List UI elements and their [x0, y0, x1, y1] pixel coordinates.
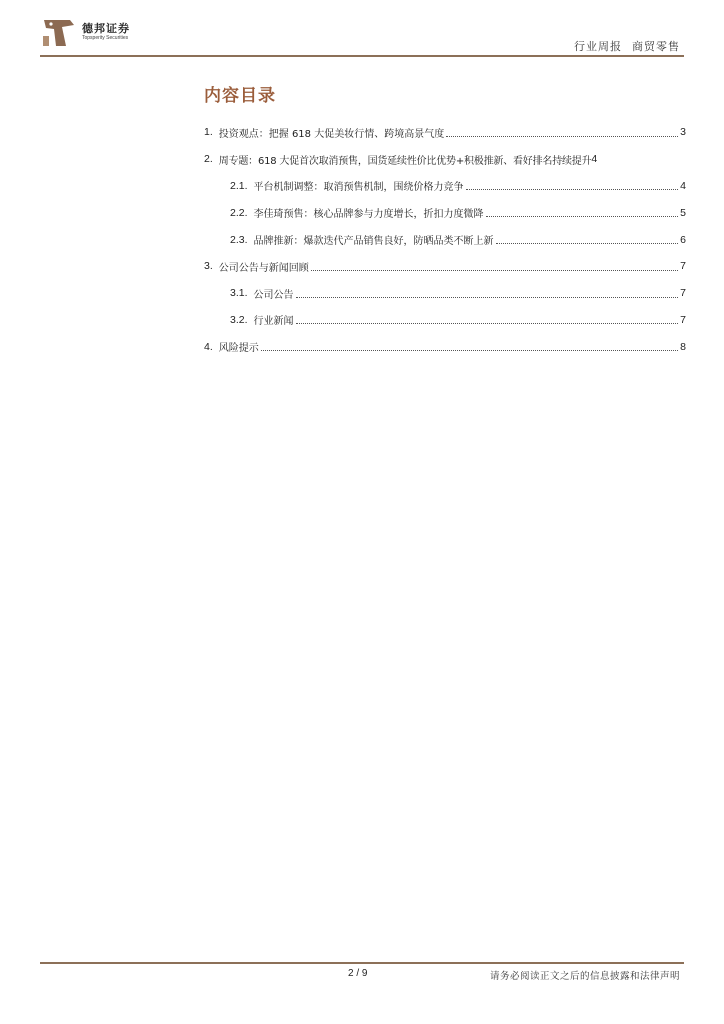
toc-entry-number: 3.2.	[230, 313, 248, 326]
toc-entry-page: 8	[680, 340, 686, 353]
toc-entry-page: 7	[680, 313, 686, 326]
toc-entry-number: 2.2.	[230, 206, 248, 219]
toc-entry[interactable]	[204, 119, 686, 146]
toc-entry-number: 2.3.	[230, 233, 248, 246]
toc-entry[interactable]	[204, 199, 686, 226]
toc-title: 内容目录	[204, 86, 276, 106]
toc-leader-dots	[486, 216, 679, 217]
toc-leader-dots	[466, 189, 679, 190]
toc-entry[interactable]	[204, 253, 686, 280]
toc-entry-page: 5	[680, 206, 686, 219]
toc-entry[interactable]	[204, 226, 686, 253]
toc-entry-number: 3.1.	[230, 287, 248, 300]
toc-entry-page: 4	[680, 179, 686, 192]
toc-entry-title: 行业新闻	[253, 316, 294, 328]
toc-entry-title: 平台机制调整：取消预售机制，围绕价格力竞争	[253, 182, 464, 194]
toc-entry-number: 1.	[204, 126, 213, 139]
toc-leader-dots	[296, 323, 679, 324]
brand-logo	[40, 16, 170, 50]
brand-name-cn: 德邦证券	[82, 23, 130, 35]
report-category	[574, 38, 680, 54]
report-type: 行业周报	[574, 40, 622, 53]
brand-logo-icon	[40, 16, 76, 50]
toc-entry[interactable]	[204, 333, 686, 360]
toc-entry[interactable]	[204, 146, 686, 173]
toc-entry-page: 7	[680, 260, 686, 273]
footer-disclaimer: 请务必阅读正文之后的信息披露和法律声明	[489, 971, 680, 982]
toc-leader-dots	[296, 297, 679, 298]
toc-entry-page: 6	[680, 233, 686, 246]
toc-entry-number: 3.	[204, 260, 213, 273]
toc-entry-title: 公司公告与新闻回顾	[218, 262, 309, 274]
footer-divider	[40, 962, 684, 964]
toc-entry-number: 4.	[204, 340, 213, 353]
page-header	[0, 0, 724, 60]
toc-entry-title: 风险提示	[218, 343, 259, 355]
toc-entry[interactable]	[204, 173, 686, 200]
toc-entry-page: 3	[680, 126, 686, 139]
toc-leader-dots	[311, 270, 678, 271]
toc-leader-dots	[446, 136, 678, 137]
page-indicator: 2 / 9	[348, 968, 368, 979]
toc-entry-number: 2.1.	[230, 179, 248, 192]
toc-entry-title: 李佳琦预售：核心品牌参与力度增长，折扣力度微降	[253, 209, 484, 221]
toc-entry-title: 投资观点：把握 618 大促美妆行情、跨境高景气度	[218, 128, 445, 140]
header-divider	[40, 55, 684, 57]
report-sector: 商贸零售	[632, 40, 680, 53]
toc-entry-number: 2.	[204, 153, 213, 166]
toc-entry[interactable]	[204, 280, 686, 307]
toc-entry-page: 7	[680, 287, 686, 300]
toc-entry-title: 周专题：618 大促首次取消预售，国货延续性价比优势+积极推新、看好排名持续提升	[218, 155, 592, 167]
toc-leader-dots	[496, 243, 679, 244]
toc-entry-title: 公司公告	[253, 289, 294, 301]
toc-entry[interactable]	[204, 307, 686, 334]
toc-entry-title: 品牌推新：爆款迭代产品销售良好，防晒品类不断上新	[253, 236, 494, 248]
brand-name-en: Topsperity Securities	[82, 35, 129, 41]
toc-leader-dots	[261, 350, 678, 351]
table-of-contents	[204, 119, 686, 360]
toc-entry-page: 4	[591, 153, 598, 166]
